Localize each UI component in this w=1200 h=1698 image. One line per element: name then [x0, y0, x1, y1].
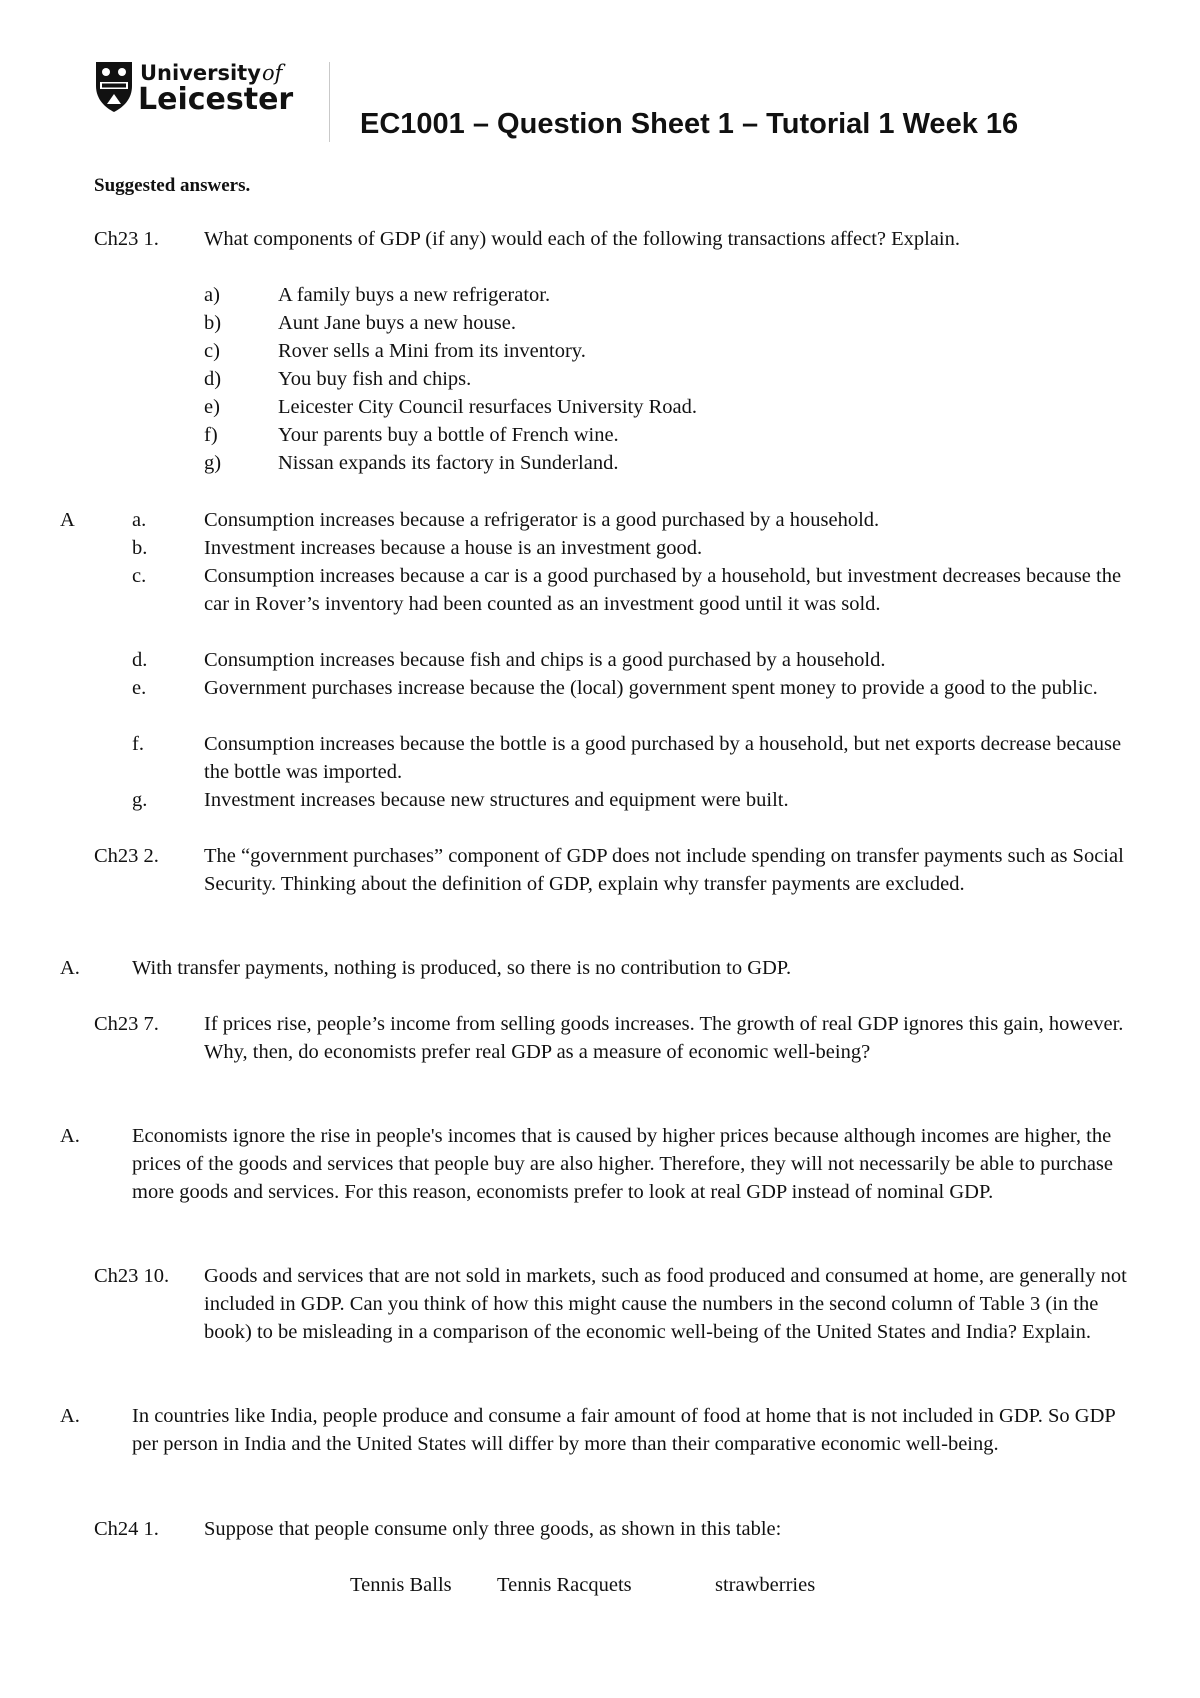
logo-divider: [329, 62, 330, 142]
list-item-label: b): [204, 312, 222, 334]
svg-text:University: University: [140, 61, 261, 85]
question-text: The “government purchases” component of GDP does not include spending on transfer payments such as Social Security. Thinking about the definition of GDP, explain why transfer payments are excluded.: [204, 845, 1124, 895]
answer-item-label: g.: [132, 789, 148, 811]
answer-item-label: f.: [132, 733, 144, 755]
list-item-label: d): [204, 368, 222, 390]
question-ref: Ch24 1.: [94, 1518, 159, 1540]
answer-item-text: Investment increases because new structures and equipment were built.: [204, 789, 789, 811]
answer-text: With transfer payments, nothing is produced, so there is no contribution to GDP.: [132, 957, 792, 979]
list-item-label: a): [204, 284, 220, 306]
intro-heading: Suggested answers.: [94, 175, 251, 196]
list-item-text: You buy fish and chips.: [278, 368, 472, 390]
table-column-header: strawberries: [715, 1574, 816, 1596]
list-item-text: Aunt Jane buys a new house.: [278, 312, 516, 334]
answer-item-label: a.: [132, 509, 147, 531]
list-item-text: Nissan expands its factory in Sunderland.: [278, 452, 619, 474]
university-logo: [94, 60, 334, 130]
answer-item-label: c.: [132, 565, 147, 587]
svg-text:of: of: [262, 61, 283, 85]
list-item-text: Rover sells a Mini from its inventory.: [278, 340, 586, 362]
answer-marker: A.: [60, 1405, 80, 1427]
answer-item-label: d.: [132, 649, 148, 671]
question-ref: Ch23 2.: [94, 845, 159, 867]
answer-item-text: Government purchases increase because the (local) government spent money to provide a good to the public.: [204, 677, 1098, 699]
svg-text:Leicester: Leicester: [138, 82, 294, 117]
table-column-header: Tennis Racquets: [497, 1574, 632, 1596]
table-column-header: Tennis Balls: [350, 1574, 452, 1596]
answer-item-text: Investment increases because a house is an investment good.: [204, 537, 703, 559]
question-ref: Ch23 1.: [94, 228, 159, 250]
question-ref: Ch23 10.: [94, 1265, 170, 1287]
question-ref: Ch23 7.: [94, 1013, 159, 1035]
answer-text: Economists ignore the rise in people's incomes that is caused by higher prices because although incomes are higher, the prices of the goods and services that people buy are also higher. Therefore, they will not necessarily be able to purchase more goods and services. For this reason, economists prefer to look at real GDP instead of nominal GDP.: [132, 1125, 1114, 1203]
question-text: Suppose that people consume only three goods, as shown in this table:: [204, 1518, 782, 1540]
list-item-label: e): [204, 396, 220, 418]
shield-crest-icon: [94, 60, 334, 130]
answer-item-text: Consumption increases because a car is a good purchased by a household, but investment decreases because the car in Rover’s inventory had been counted as an investment good until it was sold.: [204, 565, 1122, 615]
answer-marker: A.: [60, 1125, 80, 1147]
question-text: What components of GDP (if any) would each of the following transactions affect? Explain.: [204, 228, 960, 250]
list-item-label: c): [204, 340, 220, 362]
list-item-label: g): [204, 452, 222, 474]
question-text: If prices rise, people’s income from selling goods increases. The growth of real GDP ignores this gain, however. Why, then, do economists prefer real GDP as a measure of economic well-being?: [204, 1013, 1124, 1063]
answer-item-text: Consumption increases because the bottle is a good purchased by a household, but net exports decrease because the bottle was imported.: [204, 733, 1122, 783]
answer-item-label: e.: [132, 677, 147, 699]
list-item-text: Your parents buy a bottle of French wine.: [278, 424, 619, 446]
answer-item-label: b.: [132, 537, 148, 559]
answer-marker: A: [60, 509, 75, 531]
sheet-title: EC1001 – Question Sheet 1 – Tutorial 1 Week 16: [360, 108, 1019, 140]
answer-item-text: Consumption increases because fish and chips is a good purchased by a household.: [204, 649, 886, 671]
list-item-label: f): [204, 424, 218, 446]
answer-marker: A.: [60, 957, 80, 979]
answer-item-text: Consumption increases because a refrigerator is a good purchased by a household.: [204, 509, 880, 531]
answer-text: In countries like India, people produce and consume a fair amount of food at home that is not included in GDP. So GDP per person in India and the United States will differ by more than their comparative economic well-being.: [132, 1405, 1116, 1455]
list-item-text: A family buys a new refrigerator.: [278, 284, 551, 306]
list-item-text: Leicester City Council resurfaces University Road.: [278, 396, 697, 418]
question-text: Goods and services that are not sold in markets, such as food produced and consumed at home, are generally not included in GDP. Can you think of how this might cause the numbers in the second column of Table 3 (in the book) to be misleading in a comparison of the economic well-being of the United States and India? Explain.: [204, 1265, 1127, 1343]
